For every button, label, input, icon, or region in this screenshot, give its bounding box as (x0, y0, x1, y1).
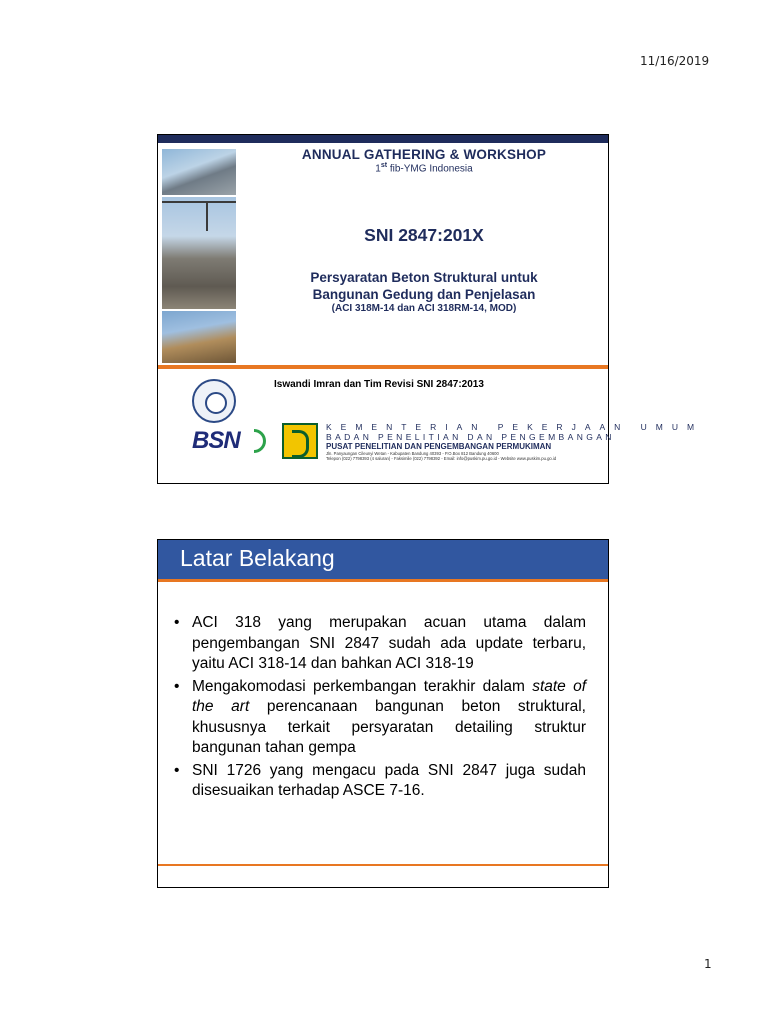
document-title: Persyaratan Beton Struktural untuk Bangunan Gedung dan Penjelasan (310, 270, 538, 302)
construction-photos (162, 149, 236, 363)
university-seal-icon (192, 379, 236, 423)
slide-title: Latar Belakang (180, 545, 335, 571)
crane-jib (162, 201, 236, 203)
sni-code: SNI 2847:201X (364, 225, 484, 245)
orange-divider-bottom (158, 864, 608, 866)
construction-worker-photo (162, 311, 236, 363)
list-item: • ACI 318 yang merupakan acuan utama dalam pengembangan SNI 2847 sudah ada update terbaru, yaitu ACI 318-14 dan bahkan ACI 318-19 (174, 614, 586, 672)
page-number: 1 (704, 957, 712, 971)
pu-logo-icon (282, 423, 318, 459)
ministry-info: KEMENTERIAN PEKERJAAN UMUM BADAN PENELITIAN DAN PENGEMBANGAN PUSAT PENELITIAN DAN PENGEMBANGAN PERMUKIMAN Jln. Panyaungan Cileunyi Wetan - Kabupaten Bandung 40393 - P.O.Box 812 Bandung 40600 Telepon (022) 7798393 (4 saluran) - Faksimile (022) 7798392 - Email: info@puskim.pu.go.id - Website www.puskim.pu.go.id (326, 422, 704, 461)
title-slide (157, 134, 704, 484)
page-date: 11/16/2019 (640, 54, 710, 68)
bsn-logo-arc-icon (254, 429, 266, 453)
orange-divider-top (158, 579, 608, 582)
bullet-list (170, 613, 586, 804)
event-subtitle: 1st fib-YMG Indonesia (375, 162, 473, 175)
slide-header (158, 540, 608, 579)
list-item: • SNI 1726 yang mengacu pada SNI 2847 juga sudah disesuaikan terhadap ASCE 7-16. (174, 761, 586, 799)
construction-site-photo (162, 197, 236, 309)
authors: Iswandi Imran dan Tim Revisi SNI 2847:2013 (274, 379, 484, 390)
background-slide (157, 539, 609, 888)
orange-divider (158, 365, 608, 369)
bsn-logo: BSN (192, 427, 240, 454)
slide-top-bar (158, 135, 608, 143)
list-item: • Mengakomodasi perkembangan terakhir dalam state of the art perencanaan bangunan beton struktural, khususnya terkait persyaratan detailing struktur bangunan tahan gempa (174, 677, 587, 756)
aci-reference: (ACI 318M-14 dan ACI 318RM-14, MOD) (331, 303, 517, 314)
event-title: ANNUAL GATHERING & WORKSHOP (301, 147, 547, 162)
building-photo (162, 149, 236, 195)
crane-mast (206, 201, 208, 231)
